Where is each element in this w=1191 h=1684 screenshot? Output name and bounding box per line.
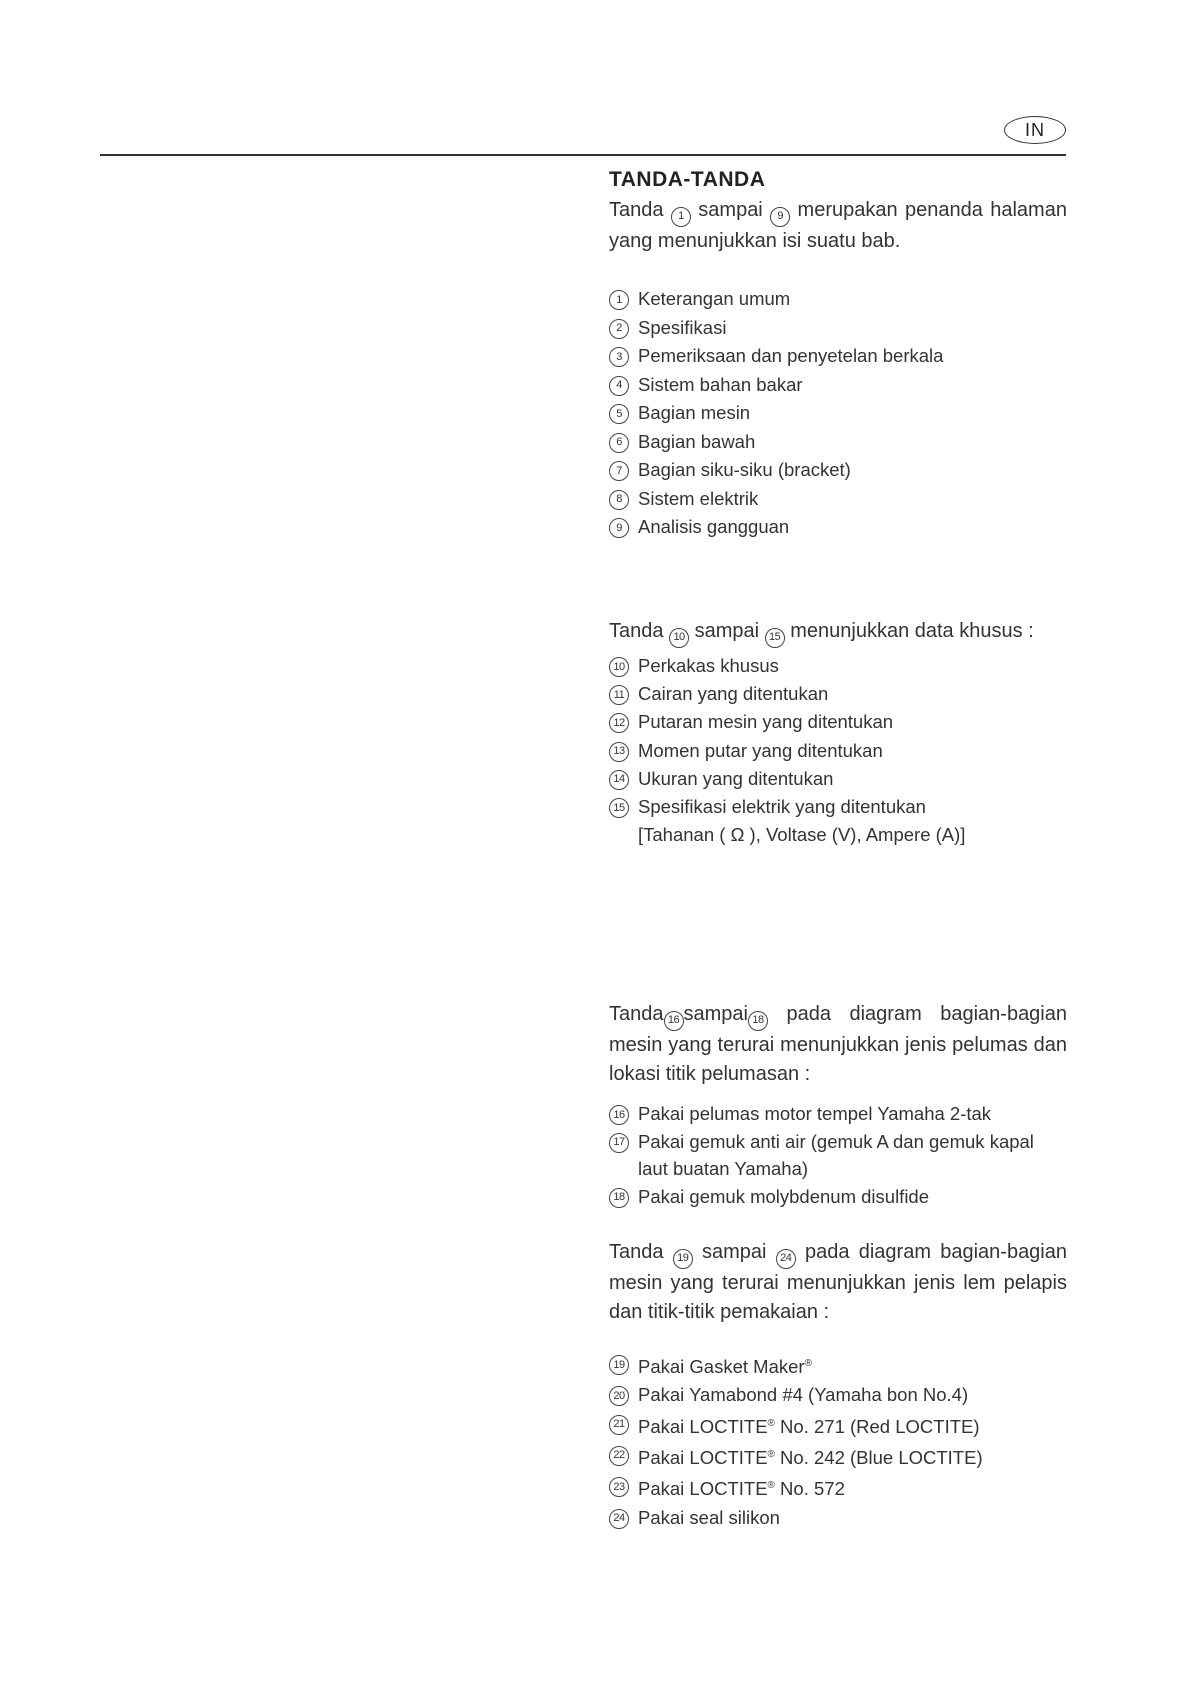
registered-mark: ® <box>767 1417 775 1429</box>
mark-number: 12 <box>609 713 629 733</box>
registered-mark: ® <box>767 1480 775 1492</box>
mark-number: 5 <box>609 404 629 424</box>
special-data-list <box>609 652 1067 849</box>
section-title: TANDA-TANDA <box>609 168 766 191</box>
list-item: 15 Spesifikasi elektrik yang ditentukan [Tahanan ( Ω ), Voltase (V), Ampere (A)] <box>609 793 1067 849</box>
list-item: 9 Analisis gangguan <box>609 513 1067 542</box>
header-rule <box>100 154 1066 156</box>
list-item: 2 Spesifikasi <box>609 314 1067 343</box>
list-item: 19 Pakai Gasket Maker® <box>609 1350 1067 1381</box>
mark-number: 8 <box>609 490 629 510</box>
list-item: 20 Pakai Yamabond #4 (Yamaha bon No.4) <box>609 1381 1067 1409</box>
mark-number: 15 <box>609 798 629 818</box>
list-item: 8 Sistem elektrik <box>609 485 1067 514</box>
mark-number: 6 <box>609 433 629 453</box>
mark-number: 23 <box>609 1477 629 1497</box>
mark-number: 7 <box>609 461 629 481</box>
mark-number: 13 <box>609 742 629 762</box>
mark-number: 16 <box>609 1105 629 1125</box>
list-item: 6 Bagian bawah <box>609 428 1067 457</box>
mark-number: 3 <box>609 347 629 367</box>
list-item: 24 Pakai seal silikon <box>609 1504 1067 1532</box>
list-item: 10 Perkakas khusus <box>609 652 1067 680</box>
section1-intro: Tanda 1 sampai 9 merupakan penanda halaman yang menunjukkan isi suatu bab. <box>609 199 1067 252</box>
list-item: 12 Putaran mesin yang ditentukan <box>609 708 1067 736</box>
list-item: 17 Pakai gemuk anti air (gemuk A dan gemuk kapal laut buatan Yamaha) <box>609 1128 1067 1183</box>
mark-number: 18 <box>609 1188 629 1208</box>
mark-number: 16 <box>664 1011 684 1031</box>
mark-number: 15 <box>765 628 785 648</box>
sealant-list <box>609 1350 1067 1532</box>
list-item: 5 Bagian mesin <box>609 399 1067 428</box>
mark-number: 24 <box>776 1249 796 1269</box>
mark-number: 10 <box>609 657 629 677</box>
mark-number: 19 <box>609 1355 629 1375</box>
list-item: 23 Pakai LOCTITE® No. 572 <box>609 1472 1067 1503</box>
list-item: 1 Keterangan umum <box>609 285 1067 314</box>
list-item: 4 Sistem bahan bakar <box>609 371 1067 400</box>
registered-mark: ® <box>804 1358 812 1369</box>
mark-number: 24 <box>609 1509 629 1529</box>
list-item: 14 Ukuran yang ditentukan <box>609 765 1067 793</box>
list-item: 18 Pakai gemuk molybdenum disulfide <box>609 1183 1067 1211</box>
mark-number: 1 <box>671 207 691 227</box>
page-marks-list <box>609 285 1067 542</box>
registered-mark: ® <box>767 1448 775 1460</box>
list-item: 13 Momen putar yang ditentukan <box>609 737 1067 765</box>
section4-intro: Tanda 19 sampai 24 pada diagram bagian-bagian mesin yang terurai menunjukkan jenis lem pelapis dan titik-titik pemakaian : <box>609 1241 1067 1323</box>
mark-number: 1 <box>609 290 629 310</box>
mark-number: 9 <box>609 518 629 538</box>
list-item: 7 Bagian siku-siku (bracket) <box>609 456 1067 485</box>
section-page-marks <box>609 168 1067 256</box>
mark-number: 17 <box>609 1133 629 1153</box>
list-item: 3 Pemeriksaan dan penyetelan berkala <box>609 342 1067 371</box>
mark-number: 14 <box>609 770 629 790</box>
mark-number: 18 <box>748 1011 768 1031</box>
mark-number: 11 <box>609 685 629 705</box>
mark-number: 4 <box>609 376 629 396</box>
list-item: 16 Pakai pelumas motor tempel Yamaha 2-tak <box>609 1100 1067 1128</box>
list-item: 22 Pakai LOCTITE® No. 242 (Blue LOCTITE) <box>609 1441 1067 1472</box>
lubricant-list <box>609 1100 1067 1210</box>
chapter-badge: IN <box>1004 116 1066 144</box>
section2-intro: Tanda 10 sampai 15 menunjukkan data khusus : <box>609 617 1067 648</box>
list-item: 11 Cairan yang ditentukan <box>609 680 1067 708</box>
mark-number: 2 <box>609 319 629 339</box>
section3-intro: Tanda 16 sampai 18 pada diagram bagian-bagian mesin yang terurai menunjukkan jenis pelumas dan lokasi titik pelumasan : <box>609 1003 1067 1085</box>
list-item: 21 Pakai LOCTITE® No. 271 (Red LOCTITE) <box>609 1410 1067 1441</box>
mark-number: 19 <box>673 1249 693 1269</box>
mark-number: 21 <box>609 1415 629 1435</box>
mark-number: 10 <box>669 628 689 648</box>
mark-number: 22 <box>609 1446 629 1466</box>
mark-number: 20 <box>609 1386 629 1406</box>
mark-number: 9 <box>770 207 790 227</box>
